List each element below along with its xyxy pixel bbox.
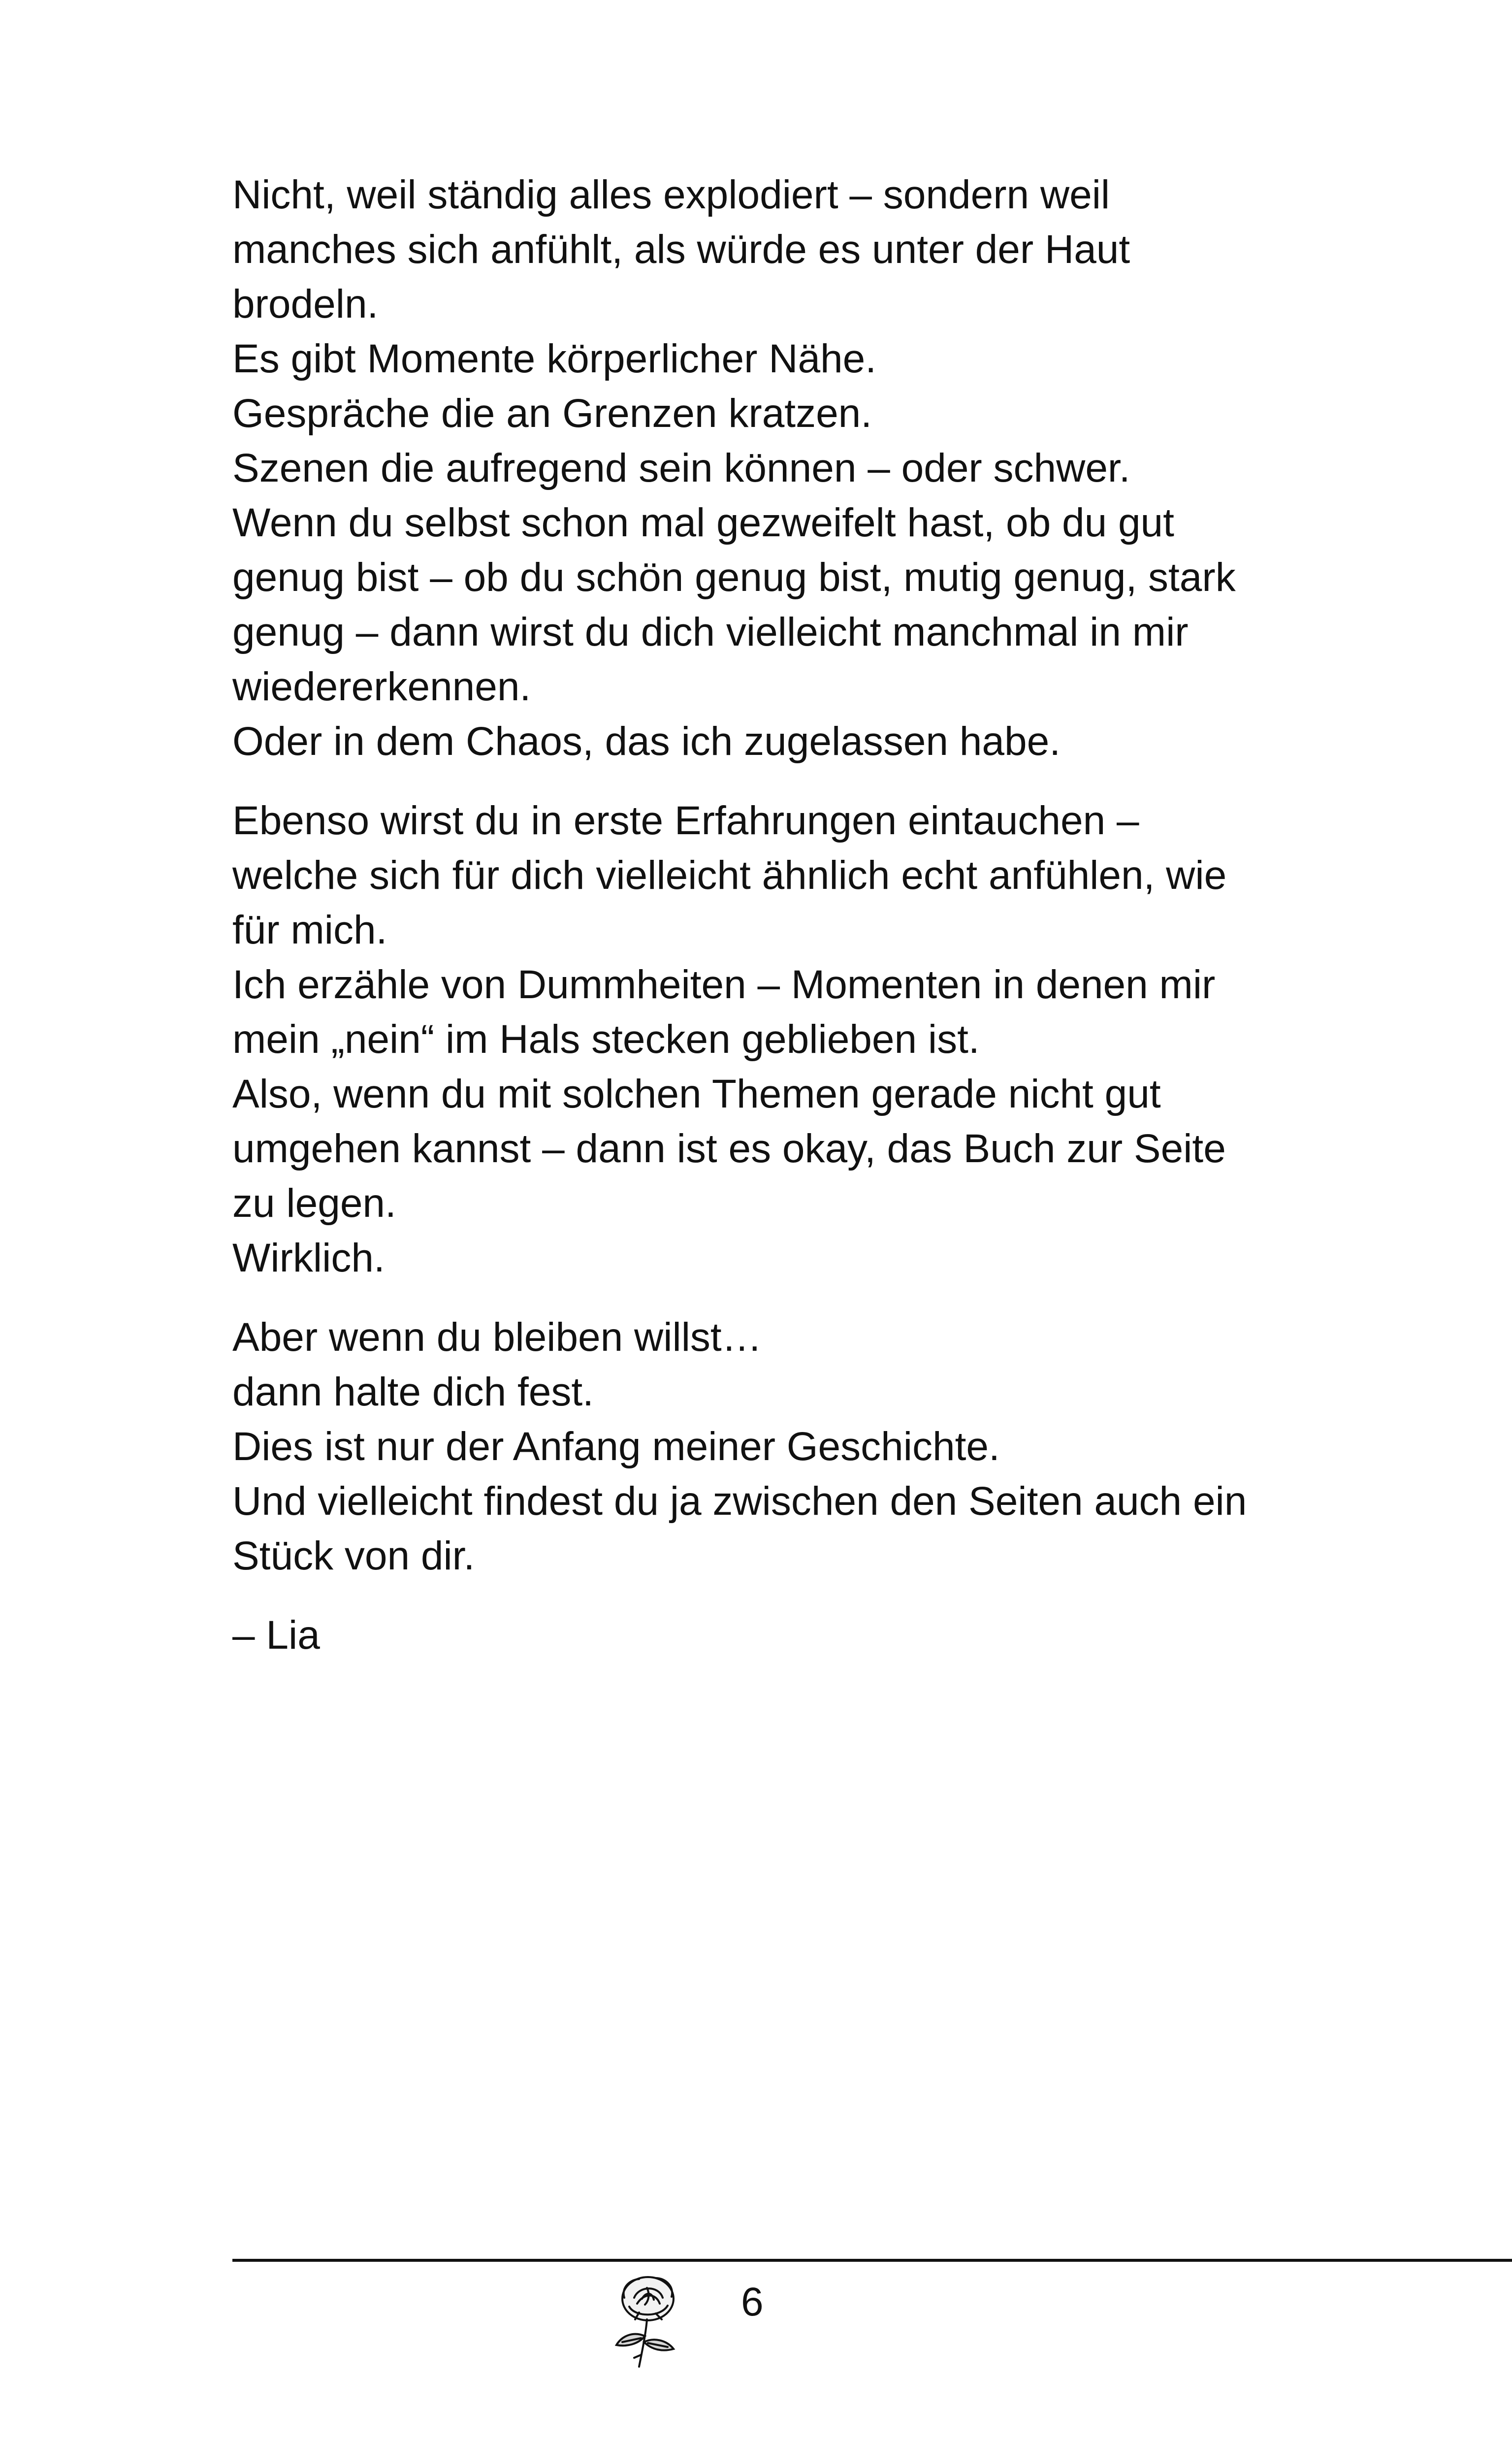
text-line: Ich erzähle von Dummheiten – Momenten in denen mir	[232, 962, 1216, 1007]
text-line: wiedererkennen.	[232, 664, 531, 709]
text-line: Aber wenn du bleiben willst…	[232, 1315, 762, 1360]
paragraph-1	[232, 167, 1316, 769]
paragraph-3	[232, 1310, 1316, 1583]
text-line: dann halte dich fest.	[232, 1369, 594, 1414]
text-line: brodeln.	[232, 282, 379, 326]
text-line: Und vielleicht findest du ja zwischen den Seiten auch ein	[232, 1479, 1247, 1524]
rose-icon	[605, 2268, 688, 2372]
paragraph-2	[232, 793, 1316, 1285]
text-line: Stück von dir.	[232, 1533, 475, 1578]
signature	[232, 1608, 1316, 1662]
text-line: Gespräche die an Grenzen kratzen.	[232, 391, 872, 436]
text-line: zu legen.	[232, 1181, 396, 1226]
text-line: Szenen die aufregend sein können – oder schwer.	[232, 446, 1130, 490]
text-line: Es gibt Momente körperlicher Nähe.	[232, 336, 877, 381]
footer-divider	[232, 2259, 1512, 2262]
text-line: mein „nein“ im Hals stecken geblieben ist.	[232, 1017, 980, 1062]
text-line: manches sich anfühlt, als würde es unter der Haut	[232, 227, 1130, 272]
text-line: Oder in dem Chaos, das ich zugelassen habe.	[232, 719, 1061, 764]
text-line: Nicht, weil ständig alles explodiert – sondern weil	[232, 172, 1110, 217]
text-line: Wirklich.	[232, 1236, 385, 1280]
text-line: Wenn du selbst schon mal gezweifelt hast, ob du gut	[232, 500, 1174, 545]
page-number: 6	[741, 2280, 764, 2324]
text-line: welche sich für dich vielleicht ähnlich echt anfühlen, wie	[232, 853, 1227, 898]
text-line: umgehen kannst – dann ist es okay, das Buch zur Seite	[232, 1126, 1226, 1171]
text-line: Ebenso wirst du in erste Erfahrungen eintauchen –	[232, 798, 1139, 843]
text-line: für mich.	[232, 908, 387, 952]
text-line: Also, wenn du mit solchen Themen gerade nicht gut	[232, 1072, 1161, 1116]
text-line: Dies ist nur der Anfang meiner Geschichte.	[232, 1424, 1000, 1469]
text-line: – Lia	[232, 1613, 320, 1658]
body-text	[232, 167, 1316, 1687]
text-line: genug – dann wirst du dich vielleicht manchmal in mir	[232, 610, 1189, 654]
text-line: genug bist – ob du schön genug bist, mutig genug, stark	[232, 555, 1236, 600]
